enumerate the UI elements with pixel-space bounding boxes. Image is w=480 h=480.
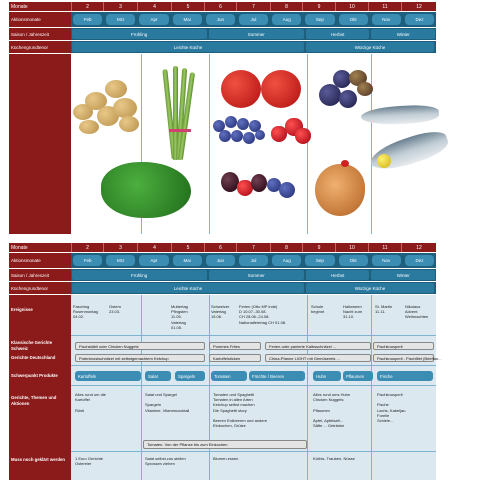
events-cell: Schule beginnt xyxy=(311,304,325,315)
top-panel xyxy=(9,2,436,234)
events-cell: Schweizer Vatertag 15.06. xyxy=(211,304,230,320)
focus-tag-huhn[interactable]: Huhn xyxy=(313,371,341,381)
month-cell: 4 xyxy=(137,243,171,252)
classic-ch-label: Klassische Gerichte Schweiz xyxy=(11,340,53,351)
classic-de-item[interactable]: Fischknusperli - Fischfilet (Brieftan... xyxy=(373,354,434,362)
focus-tag-fruechte[interactable]: Früchte / Beeren xyxy=(249,371,305,381)
month-cell: 3 xyxy=(103,243,137,252)
month-cell: 5 xyxy=(171,243,204,252)
dishes-cell: Fischknusperli Fische Lachs, Kabeljau Forelle Schlele... xyxy=(377,392,406,424)
action-month-mrz[interactable]: Mrz xyxy=(106,255,135,266)
dishes-cell: Alles rund um die Kartoffel Rösti xyxy=(75,392,106,413)
kitchen-label: Küchengrundtenor xyxy=(9,282,71,294)
focus-tag-pflaumen[interactable]: Pflaumen xyxy=(343,371,373,381)
focus-tag-kartoffeln[interactable]: Kartoffeln xyxy=(75,371,141,381)
classic-de-item[interactable]: Kartoffelsticken xyxy=(209,354,261,362)
divider xyxy=(307,295,308,480)
month-cell: 11 xyxy=(368,243,401,252)
action-month-apr[interactable]: Apr xyxy=(139,255,168,266)
kitchen-spicy: Würzige Küche xyxy=(306,283,434,293)
kitchen-light: Leichte Küche xyxy=(72,283,304,293)
month-cell: 8 xyxy=(270,2,302,11)
tomato-image xyxy=(261,70,301,108)
action-month-mrz[interactable]: Mrz xyxy=(106,14,135,25)
lemon-image xyxy=(377,154,391,168)
row-divider xyxy=(71,335,436,336)
plum-image xyxy=(339,90,357,108)
action-label: Aktionsmonate xyxy=(9,12,71,27)
action-month-okt[interactable]: Okt xyxy=(339,14,368,25)
divider xyxy=(209,295,210,480)
divider xyxy=(371,295,372,480)
season-winter: Winter xyxy=(371,270,435,280)
action-month-feb[interactable]: Feb xyxy=(73,255,102,266)
must-cell: 1 Euro Gerichte Ostereier xyxy=(75,456,104,467)
kitchen-label: Küchengrundtenor xyxy=(9,41,71,53)
chicken-image xyxy=(315,164,365,216)
classic-ch-item[interactable]: Fischstäbli oder Chicken Nuggets xyxy=(75,342,205,350)
dishes-cell: Alles rund ums Huhn Chicken Nuggets Pflaumen Äpfel, Apfelsaft... Säfte ... Getränke xyxy=(313,392,351,429)
potato-image xyxy=(119,116,139,132)
kitchen-light: Leichte Küche xyxy=(72,42,304,52)
dishes-cell: Tomaten und Spaghetti Tomaten in allen Arten Ketchup selbst machen Die Spaghetti story Beeren Erdbeeren und andere Einkochen, Grütze xyxy=(213,392,268,429)
classic-de-label: Gerichte Deutschland xyxy=(11,355,56,360)
months-row xyxy=(9,243,436,252)
month-cell: 4 xyxy=(137,2,171,11)
events-cell: Ostern 23.03. xyxy=(109,304,122,315)
rubber-band xyxy=(169,129,191,132)
events-cell: St. Martin 11.11. xyxy=(375,304,393,315)
month-cell: 8 xyxy=(270,243,302,252)
action-month-dez[interactable]: Dez xyxy=(405,255,434,266)
table-left-column xyxy=(9,295,71,480)
potato-image xyxy=(113,98,137,118)
must-label: Muss noch geklärt werden xyxy=(11,457,65,462)
divider xyxy=(209,54,210,234)
must-cell: Blumen essen xyxy=(213,456,239,461)
focus-tag-fische[interactable]: Fische xyxy=(377,371,433,381)
season-row xyxy=(9,28,436,40)
month-cell: 6 xyxy=(204,2,236,11)
events-cell: Ferien (Otto MP inde) D 10.07.-30.08. CH 28.06.-24.08. Nationalfeiertag CH 01.08. xyxy=(239,304,287,325)
action-month-sep[interactable]: Sep xyxy=(305,14,334,25)
month-cell: 3 xyxy=(103,2,137,11)
month-cell: 6 xyxy=(204,243,236,252)
strawberry-image xyxy=(295,128,311,144)
focus-label: Schwerpunkt Produkte xyxy=(11,373,58,378)
fish-image xyxy=(367,126,451,175)
season-autumn: Herbst xyxy=(306,270,370,280)
month-cell: 2 xyxy=(71,2,103,11)
classic-de-item[interactable]: Putenbrustschnitzel mit selbstgemachtem Ketchup xyxy=(75,354,205,362)
month-cell: 5 xyxy=(171,2,204,11)
action-month-jul[interactable]: Jul xyxy=(239,255,268,266)
classic-de-item[interactable]: China-Pfanne LIGHT mit Gemüsereis ... xyxy=(265,354,371,362)
events-cell: Muttertag Pfingsten 11.05. Vatertag 01.05. xyxy=(171,304,188,330)
action-month-nov[interactable]: Nov xyxy=(372,14,401,25)
months-label: Monate xyxy=(11,244,28,251)
row-divider xyxy=(71,365,436,366)
row-divider xyxy=(71,385,436,386)
season-row xyxy=(9,269,436,281)
produce-image-area xyxy=(71,54,436,234)
blueberry-image xyxy=(237,118,249,130)
focus-tag-spargeln[interactable]: Spargeln xyxy=(175,371,205,381)
month-cell: 9 xyxy=(302,2,335,11)
divider xyxy=(141,295,142,480)
potato-image xyxy=(79,120,99,134)
month-cell: 9 xyxy=(302,243,335,252)
months-label: Monate xyxy=(11,3,28,10)
dishes-cell: Salat und Spargel Spargeln Vitamine, Vitamincocktail xyxy=(145,392,190,413)
dishes-label: Gerichte, Themen und Aktionen xyxy=(11,395,57,406)
kitchen-spicy: Würzige Küche xyxy=(306,42,434,52)
kitchen-row xyxy=(9,41,436,53)
tomato-image xyxy=(221,70,261,108)
month-cell: 7 xyxy=(236,2,270,11)
season-label: Saison / Jahreszeit xyxy=(9,28,71,40)
month-cell: 12 xyxy=(401,243,436,252)
events-cell: Fasching Rosenmontag 04.02. xyxy=(73,304,98,320)
events-cell: Nikolaus Advent Weihnachten xyxy=(405,304,429,320)
season-spring: Frühling xyxy=(72,29,207,39)
blueberry-image xyxy=(279,182,295,198)
season-label: Saison / Jahreszeit xyxy=(9,269,71,281)
must-cell: Salat selbst zus stellen Sprossen ziehen xyxy=(145,456,186,467)
kitchen-row xyxy=(9,282,436,294)
month-cell: 11 xyxy=(368,2,401,11)
season-spring: Frühling xyxy=(72,270,207,280)
blueberry-image xyxy=(219,130,231,142)
action-month-mai[interactable]: Mai xyxy=(173,14,202,25)
fig-image xyxy=(357,82,373,96)
chicken-comb xyxy=(341,160,349,167)
potato-image xyxy=(105,80,127,98)
focus-tag-tomaten[interactable]: Tomaten xyxy=(211,371,247,381)
action-label: Aktionsmonate xyxy=(9,253,71,268)
action-months-row xyxy=(9,12,436,27)
season-summer: Sommer xyxy=(209,270,304,280)
dishes-note-bar[interactable]: Tomaten. Von der Pflanze bis zum Einkochen xyxy=(143,440,307,449)
classic-ch-item[interactable]: Ferien oder panierte Kalbsschnitzel ... xyxy=(265,342,371,350)
month-cell: 12 xyxy=(401,2,436,11)
action-month-jun[interactable]: Jun xyxy=(206,255,235,266)
season-autumn: Herbst xyxy=(306,29,370,39)
events-label: Ereignisse xyxy=(11,307,33,312)
action-month-dez[interactable]: Dez xyxy=(405,14,434,25)
lettuce-image xyxy=(101,162,191,218)
blueberry-image xyxy=(231,130,243,142)
month-cell: 10 xyxy=(335,243,368,252)
action-month-jul[interactable]: Jul xyxy=(239,14,268,25)
events-cell: Halloween Nacht zum 31.10. xyxy=(343,304,363,320)
month-cell: 2 xyxy=(71,243,103,252)
focus-tag-salat[interactable]: Salat xyxy=(145,371,171,381)
image-left-column xyxy=(9,54,71,234)
fish-image xyxy=(361,104,440,126)
action-month-mai[interactable]: Mai xyxy=(173,255,202,266)
action-month-sep[interactable]: Sep xyxy=(305,255,334,266)
bottom-panel xyxy=(9,243,442,480)
season-winter: Winter xyxy=(371,29,435,39)
blueberry-image xyxy=(243,132,255,144)
action-month-nov[interactable]: Nov xyxy=(372,255,401,266)
blackberry-image xyxy=(251,174,267,192)
month-cell: 10 xyxy=(335,2,368,11)
must-cell: Kürbis, Trauben, Nüsse xyxy=(313,456,355,461)
classic-ch-item[interactable]: Fischknusperli xyxy=(373,342,434,350)
months-row xyxy=(9,2,436,11)
action-month-aug[interactable]: Aug xyxy=(272,255,301,266)
action-month-okt[interactable]: Okt xyxy=(339,255,368,266)
blueberry-image xyxy=(225,116,237,128)
classic-ch-item[interactable]: Pommes Frites xyxy=(209,342,261,350)
action-month-jun[interactable]: Jun xyxy=(206,14,235,25)
season-summer: Sommer xyxy=(209,29,304,39)
divider xyxy=(307,54,308,234)
action-month-feb[interactable]: Feb xyxy=(73,14,102,25)
action-month-aug[interactable]: Aug xyxy=(272,14,301,25)
blueberry-image xyxy=(255,130,265,140)
action-months-row xyxy=(9,253,436,268)
month-cell: 7 xyxy=(236,243,270,252)
row-divider xyxy=(71,451,436,452)
action-month-apr[interactable]: Apr xyxy=(139,14,168,25)
divider xyxy=(371,54,372,234)
